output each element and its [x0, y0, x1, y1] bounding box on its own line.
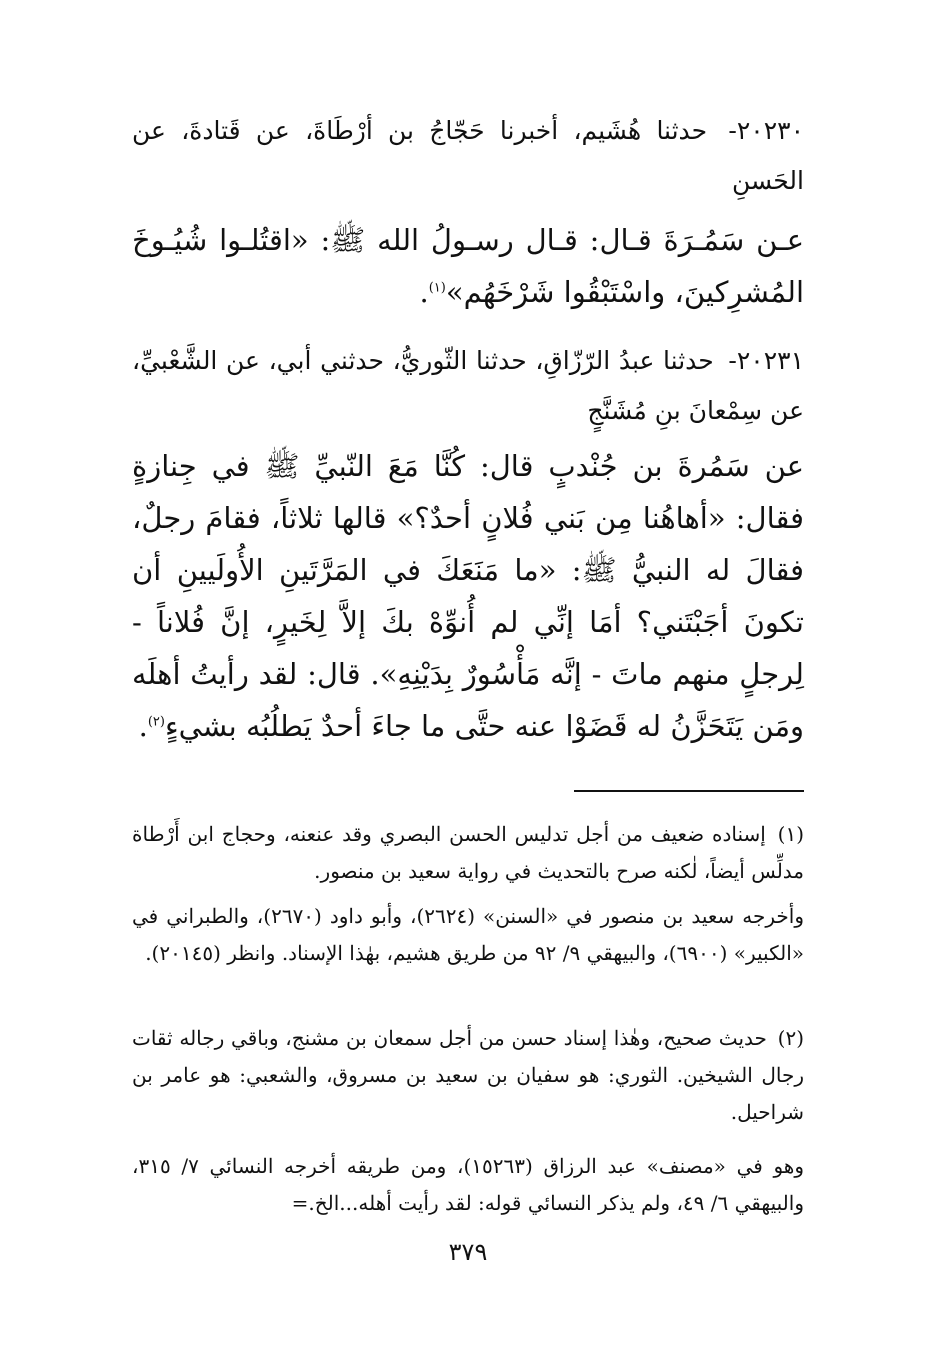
matn-text: عـن سَمُـرَةَ قـال: قـال رسـولُ الله ﷺ: «اقتُلـوا شُيُـوخَ المُشرِكينَ، واسْتَبْقُوا شَرْخَهُم»	[132, 223, 804, 309]
footnote-text: وهو في «مصنف» عبد الرزاق (١٥٢٦٣)، ومن طريقه أخرجه النسائي ٧/ ٣١٥، والبيهقي ٦/ ٤٩، ولم يذكر النسائي قوله: لقد رأيت أهله...الخ.=	[132, 1154, 804, 1215]
footnote-text: حديث صحيح، وهٰذا إسناد حسن من أجل سمعان بن مشنج، وباقي رجاله ثقات رجال الشيخين. الثوري: هو سفيان بن سعيد بن مسروق، والشعبي: هو عامر بن شراحيل.	[132, 1026, 804, 1124]
footnote-reference: (١)	[428, 280, 446, 296]
footnote-text: إسناده ضعيف من أجل تدليس الحسن البصري وقد عنعنه، وحجاج ابن أَرْطاة مدلِّس أيضاً، لٰكنه صرح بالتحديث في رواية سعيد بن منصور.	[132, 822, 804, 883]
footnote-reference: (٢)	[147, 714, 165, 730]
hadith-20230-matn: عـن سَمُـرَةَ قـال: قـال رسـولُ الله ﷺ: «اقتُلـوا شُيُـوخَ المُشرِكينَ، واسْتَبْقُوا شَرْخَهُم»$^{(١)}$.	[132, 223, 804, 309]
footnote-2-para-2	[132, 1148, 804, 1222]
hadith-20231-isnad	[132, 336, 804, 436]
footnote-number: (٢)	[777, 1026, 804, 1050]
isnad-text: حدثنا عبدُ الرّزّاقِ، حدثنا الثّوريُّ، حدثني أبي، عن الشَّعْبيِّ، عن سِمْعانَ بنِ مُشَنَّجٍ	[132, 346, 804, 425]
footnote-number: (١)	[777, 822, 804, 846]
hadith-20230-isnad	[132, 106, 804, 206]
page-number: ٣٧٩	[448, 1238, 488, 1266]
footnote-2-para-1	[132, 1020, 804, 1131]
footnote-1-para-2	[132, 898, 804, 972]
matn-text: عن سَمُرةَ بن جُنْدبٍ قال: كُنَّا مَعَ النّبيِّ ﷺ في جِنازةٍ فقال: «أهاهُنا مِن بَني فُلانٍ أحدٌ؟» قالها ثلاثاً، فقامَ رجلٌ، فقالَ له النبيُّ ﷺ: «ما مَنَعَكَ في المَرَّتَينِ الأُولَيينِ أن تكونَ أجَبْتَني؟ أمَا إنِّي لم أُنوِّهْ بكَ إلاَّ لِخَيرٍ، إنَّ فُلاناً - لِرجلٍ منهم ماتَ - إنَّه مَأْسُورٌ بِدَيْنِهِ». قال: لقد رأيتُ أهلَه ومَن يَتَحَزَّنُ له قَضَوْا عنه حتَّى ما جاءَ أحدٌ يَطلُبُه بشيءٍ	[132, 449, 804, 743]
footnote-text: وأخرجه سعيد بن منصور في «السنن» (٢٦٢٤)، وأبو داود (٢٦٧٠)، والطبراني في «الكبير» (٦٩٠٠)، والبيهقي ٩/ ٩٢ من طريق هشيم، بهٰذا الإسناد. وانظر (٢٠١٤٥).	[132, 904, 805, 965]
footnote-separator	[574, 790, 804, 792]
footnote-1-para-1	[132, 816, 804, 890]
hadith-number: ٢٠٢٣١-	[728, 346, 805, 375]
isnad-text: حدثنا هُشَيم، أخبرنا حَجّاجُ بن أرْطَاةَ، عن قَتادةَ، عن الحَسنِ	[132, 116, 804, 195]
hadith-number: ٢٠٢٣٠-	[728, 116, 804, 145]
hadith-20231-matn: عن سَمُرةَ بن جُنْدبٍ قال: كُنَّا مَعَ النّبيِّ ﷺ في جِنازةٍ فقال: «أهاهُنا مِن بَني فُلانٍ أحدٌ؟» قالها ثلاثاً، فقامَ رجلٌ، فقالَ له النبيُّ ﷺ: «ما مَنَعَكَ في المَرَّتَينِ الأُولَيينِ أن تكونَ أجَبْتَني؟ أمَا إنِّي لم أُنوِّهْ بكَ إلاَّ لِخَيرٍ، إنَّ فُلاناً - لِرجلٍ منهم ماتَ - إنَّه مَأْسُورٌ بِدَيْنِهِ». قال: لقد رأيتُ أهلَه ومَن يَتَحَزَّنُ له قَضَوْا عنه حتَّى ما جاءَ أحدٌ يَطلُبُه بشيءٍ$^{(٢)}$.	[132, 449, 804, 743]
